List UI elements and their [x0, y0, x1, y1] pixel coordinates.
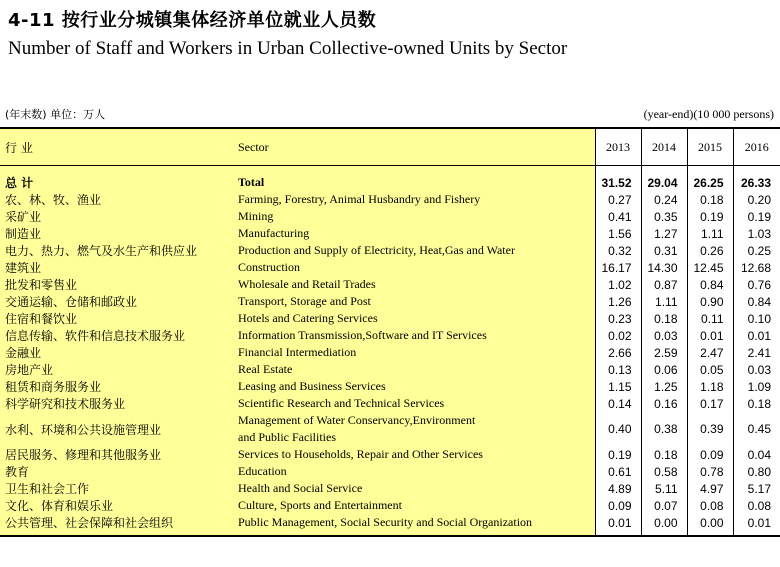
value-cell: 0.80	[733, 463, 780, 480]
sector-name-en: Farming, Forestry, Animal Husbandry and Fishery	[238, 192, 481, 206]
table-row	[0, 276, 780, 293]
sector-name-cn: 制造业	[5, 227, 42, 241]
value-cell: 0.45	[733, 412, 780, 446]
table-row-total	[0, 166, 780, 192]
value-cell: 12.45	[687, 259, 733, 276]
value-cell: 2.66	[595, 344, 641, 361]
column-header-sector-en: Sector	[233, 129, 595, 166]
sector-name-en: Mining	[238, 209, 274, 223]
table-row	[0, 412, 780, 446]
value-cell: 0.10	[733, 310, 780, 327]
unit-note-chinese: (年末数) 单位：万人	[5, 108, 106, 121]
sector-name-en: Services to Households, Repair and Other Services	[238, 447, 483, 461]
value-cell: 2.41	[733, 344, 780, 361]
data-table-container	[0, 127, 780, 537]
table-row	[0, 310, 780, 327]
table-row	[0, 208, 780, 225]
value-cell: 0.09	[595, 497, 641, 514]
value-cell: 0.27	[595, 191, 641, 208]
table-row	[0, 225, 780, 242]
sector-name-cn: 农、林、牧、渔业	[5, 193, 102, 207]
value-cell: 0.17	[687, 395, 733, 412]
sector-name-en: Construction	[238, 260, 300, 274]
value-cell: 2.59	[641, 344, 687, 361]
value-cell: 0.40	[595, 412, 641, 446]
page-title-chinese: 4-11 按行业分城镇集体经济单位就业人员数	[8, 10, 377, 31]
table-row	[0, 446, 780, 463]
value-cell: 0.09	[687, 446, 733, 463]
sector-name-en: Health and Social Service	[238, 481, 363, 495]
sector-employment-table	[0, 129, 780, 535]
column-header-year: 2016	[733, 129, 780, 166]
value-cell: 1.18	[687, 378, 733, 395]
sector-name-cn: 水利、环境和公共设施管理业	[5, 422, 162, 437]
sector-name-cn: 金融业	[5, 346, 42, 360]
value-cell: 0.01	[595, 514, 641, 535]
value-cell: 1.03	[733, 225, 780, 242]
sector-name-cn: 采矿业	[5, 210, 42, 224]
sector-name-cn: 科学研究和技术服务业	[5, 397, 126, 411]
value-cell: 0.84	[687, 276, 733, 293]
sector-name-cn: 公共管理、社会保障和社会组织	[5, 516, 174, 530]
table-row	[0, 497, 780, 514]
sector-name-en: Total	[238, 175, 265, 189]
value-cell: 0.11	[687, 310, 733, 327]
sector-name-cn: 信息传输、软件和信息技术服务业	[5, 329, 186, 343]
table-row	[0, 259, 780, 276]
value-cell: 0.31	[641, 242, 687, 259]
table-row	[0, 327, 780, 344]
value-cell: 12.68	[733, 259, 780, 276]
value-cell: 16.17	[595, 259, 641, 276]
value-cell: 0.08	[687, 497, 733, 514]
page-title-english: Number of Staff and Workers in Urban Collective-owned Units by Sector	[8, 38, 568, 59]
value-cell: 0.90	[687, 293, 733, 310]
table-row	[0, 480, 780, 497]
value-cell: 0.35	[641, 208, 687, 225]
value-cell: 0.87	[641, 276, 687, 293]
value-cell: 0.25	[733, 242, 780, 259]
value-cell: 0.41	[595, 208, 641, 225]
table-row	[0, 361, 780, 378]
value-cell: 1.26	[595, 293, 641, 310]
sector-name-en-line1: Management of Water Conservancy,Environment	[238, 413, 476, 427]
value-cell: 1.09	[733, 378, 780, 395]
value-cell: 0.23	[595, 310, 641, 327]
sector-name-en: Financial Intermediation	[238, 345, 357, 359]
sector-name-cn: 交通运输、仓储和邮政业	[5, 295, 138, 309]
value-cell: 0.01	[733, 327, 780, 344]
value-cell: 0.04	[733, 446, 780, 463]
column-header-year: 2014	[641, 129, 687, 166]
value-cell: 0.32	[595, 242, 641, 259]
sector-name-cn: 文化、体育和娱乐业	[5, 499, 114, 513]
value-cell: 26.25	[687, 166, 733, 192]
value-cell: 0.38	[641, 412, 687, 446]
sector-name-en: Wholesale and Retail Trades	[238, 277, 376, 291]
value-cell: 0.07	[641, 497, 687, 514]
value-cell: 26.33	[733, 166, 780, 192]
table-row	[0, 191, 780, 208]
value-cell: 1.56	[595, 225, 641, 242]
sector-name-cn: 教育	[5, 465, 30, 479]
value-cell: 0.19	[733, 208, 780, 225]
sector-name-cn: 住宿和餐饮业	[5, 312, 78, 326]
value-cell: 1.11	[687, 225, 733, 242]
value-cell: 0.20	[733, 191, 780, 208]
value-cell: 4.89	[595, 480, 641, 497]
table-row	[0, 344, 780, 361]
column-header-year: 2015	[687, 129, 733, 166]
value-cell: 0.01	[733, 514, 780, 535]
sector-name-cn: 租赁和商务服务业	[5, 380, 102, 394]
sector-name-cn: 批发和零售业	[5, 278, 78, 292]
value-cell: 4.97	[687, 480, 733, 497]
column-header-sector-cn: 行 业	[0, 129, 233, 166]
value-cell: 0.76	[733, 276, 780, 293]
value-cell: 0.00	[687, 514, 733, 535]
sector-name-cn: 卫生和社会工作	[5, 482, 90, 496]
sector-name-en: Transport, Storage and Post	[238, 294, 371, 308]
sector-name-en: Leasing and Business Services	[238, 379, 386, 393]
value-cell: 0.24	[641, 191, 687, 208]
value-cell: 1.25	[641, 378, 687, 395]
sector-name-en: Production and Supply of Electricity, Heat,Gas and Water	[238, 243, 515, 257]
value-cell: 0.03	[733, 361, 780, 378]
value-cell: 0.84	[733, 293, 780, 310]
table-body	[0, 166, 780, 536]
value-cell: 1.11	[641, 293, 687, 310]
table-row	[0, 514, 780, 535]
sector-name-en: Culture, Sports and Entertainment	[238, 498, 402, 512]
sector-name-cn: 总 计	[5, 176, 34, 190]
sector-name-cn: 居民服务、修理和其他服务业	[5, 448, 162, 462]
value-cell: 0.61	[595, 463, 641, 480]
value-cell: 1.27	[641, 225, 687, 242]
sector-name-en: Real Estate	[238, 362, 293, 376]
value-cell: 5.11	[641, 480, 687, 497]
sector-name-cn: 电力、热力、燃气及水生产和供应业	[5, 244, 198, 258]
value-cell: 0.03	[641, 327, 687, 344]
value-cell: 0.19	[595, 446, 641, 463]
value-cell: 14.30	[641, 259, 687, 276]
value-cell: 0.08	[733, 497, 780, 514]
value-cell: 0.18	[733, 395, 780, 412]
value-cell: 5.17	[733, 480, 780, 497]
value-cell: 2.47	[687, 344, 733, 361]
sector-name-en: Hotels and Catering Services	[238, 311, 378, 325]
column-header-year: 2013	[595, 129, 641, 166]
value-cell: 0.05	[687, 361, 733, 378]
sector-name-en-line2: and Public Facilities	[238, 430, 336, 444]
value-cell: 0.16	[641, 395, 687, 412]
value-cell: 0.58	[641, 463, 687, 480]
value-cell: 0.00	[641, 514, 687, 535]
value-cell: 0.01	[687, 327, 733, 344]
table-row	[0, 242, 780, 259]
sector-name-cn: 房地产业	[5, 363, 54, 377]
value-cell: 0.19	[687, 208, 733, 225]
value-cell: 29.04	[641, 166, 687, 192]
sector-name-en: Education	[238, 464, 287, 478]
sector-name-cn: 建筑业	[5, 261, 42, 275]
value-cell: 0.26	[687, 242, 733, 259]
value-cell: 0.78	[687, 463, 733, 480]
unit-note-english: (year-end)(10 000 persons)	[643, 107, 774, 121]
value-cell: 31.52	[595, 166, 641, 192]
sector-name-en: Scientific Research and Technical Services	[238, 396, 445, 410]
value-cell: 0.18	[687, 191, 733, 208]
value-cell: 0.13	[595, 361, 641, 378]
value-cell: 0.02	[595, 327, 641, 344]
sector-name-en: Information Transmission,Software and IT Services	[238, 328, 487, 342]
sector-name-en	[233, 412, 595, 446]
value-cell: 0.39	[687, 412, 733, 446]
sector-name-en: Manufacturing	[238, 226, 310, 240]
value-cell: 0.06	[641, 361, 687, 378]
value-cell: 1.15	[595, 378, 641, 395]
table-row	[0, 395, 780, 412]
value-cell: 0.18	[641, 310, 687, 327]
value-cell: 1.02	[595, 276, 641, 293]
table-row	[0, 378, 780, 395]
value-cell: 0.14	[595, 395, 641, 412]
table-row	[0, 293, 780, 310]
table-header-row	[0, 129, 780, 166]
value-cell: 0.18	[641, 446, 687, 463]
sector-name-en: Public Management, Social Security and Social Organization	[238, 515, 533, 529]
table-row	[0, 463, 780, 480]
